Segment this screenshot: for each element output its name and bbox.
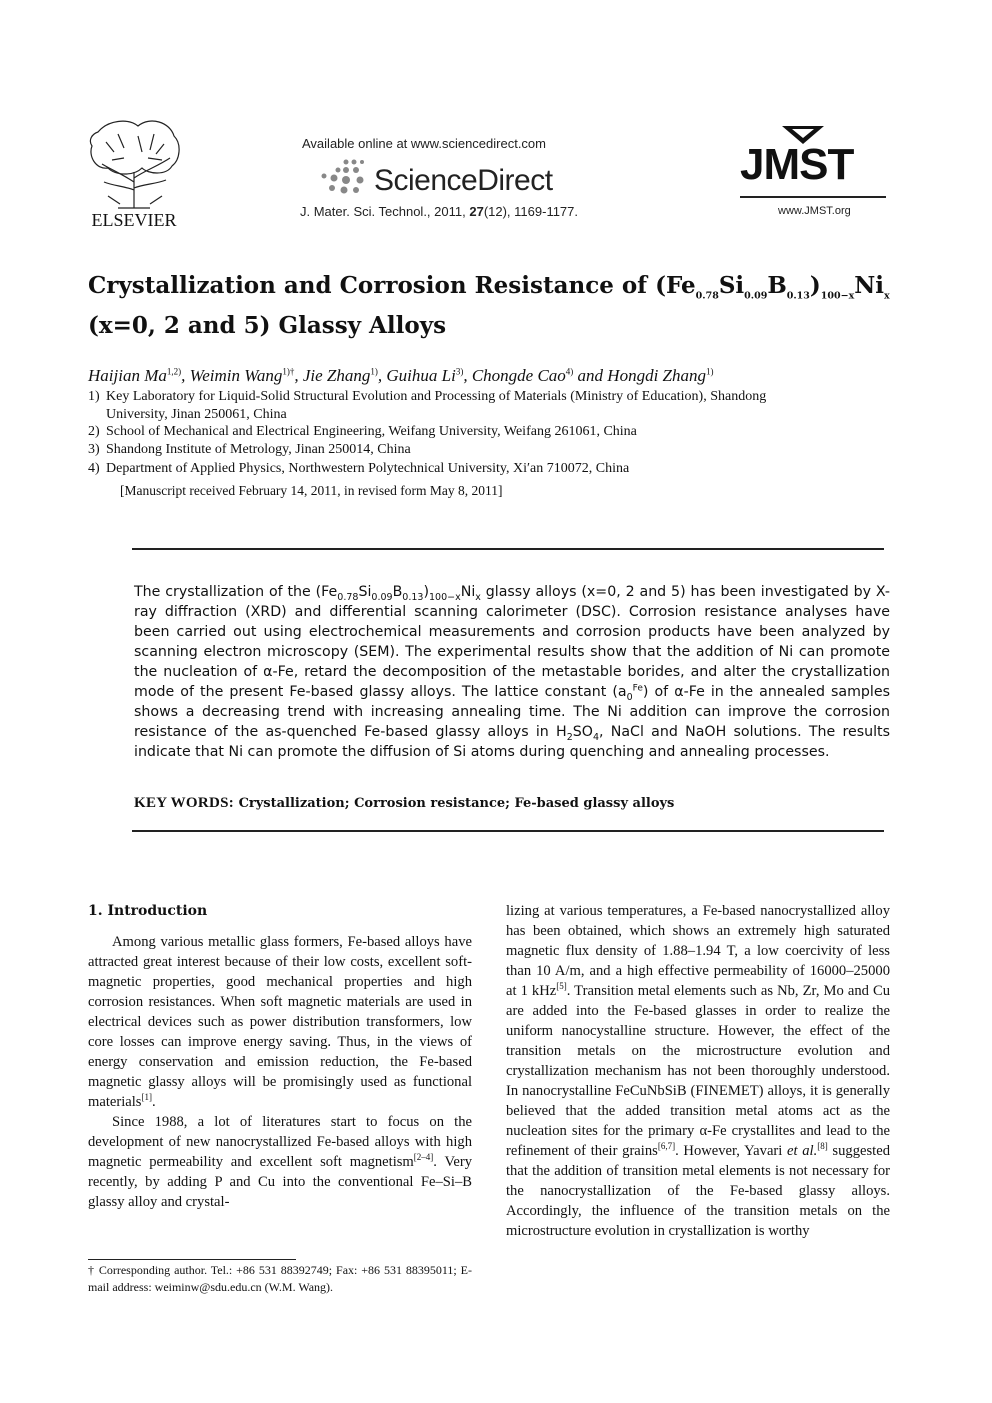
paragraph-1: Among various metallic glass formers, Fe-based alloys have attracted great interest because of their low costs, excellent soft-magnetic properties, good mechanical properties and high corrosion resistances. When soft magnetic materials are used in electrical devices such as power distribution transformers, low core losses can improve energy saving. Thus, in the views of energy conservation and emission reduction, the Fe-based magnetic glassy alloys will be promisingly used as functional materials[1].: [88, 934, 472, 1110]
author-affiliation-mark: 1)†: [282, 366, 295, 377]
affiliation-4: 4) Department of Applied Physics, Northwestern Polytechnical University, Xi′an 710072, China: [88, 461, 630, 476]
author-separator: ,: [377, 366, 387, 385]
author-name: Weimin Wang: [189, 366, 283, 385]
jmst-logo-rule: [740, 196, 886, 198]
manuscript-dates: [Manuscript received February 14, 2011, in revised form May 8, 2011]: [120, 483, 503, 498]
paragraph-2: Since 1988, a lot of literatures start to focus on the development of new nanocrystallized Fe-based alloys with high magnetic permeability and excellent soft magnetism[2–4]. Very recently, by adding P and Cu into the conventional Fe–Si–B glassy alloy and crystal-: [88, 1114, 472, 1210]
author-affiliation-mark: 1): [370, 366, 378, 377]
jmst-url: www.JMST.org: [778, 205, 851, 217]
author-separator: ,: [294, 366, 303, 385]
author-name: Haijian Ma: [88, 366, 167, 385]
abstract-bottom-rule: [132, 830, 884, 832]
affiliation-3: 3) Shandong Institute of Metrology, Jinan 250014, China: [88, 442, 411, 457]
author-affiliation-mark: 3): [455, 366, 464, 377]
author-name: Guihua Li: [386, 366, 456, 385]
abstract-top-rule: [132, 548, 884, 550]
author-list: [88, 366, 908, 386]
author-affiliation-mark: 1,2): [166, 366, 182, 377]
corresponding-author-footnote: † Corresponding author. Tel.: +86 531 88392749; Fax: +86 531 88395011; E-mail address: weiminw@sdu.edu.cn (W.M. Wang).: [88, 1263, 472, 1294]
journal-reference: [300, 204, 578, 219]
title-line-1: Crystallization and Corrosion Resistance of $(Fe_{0.78}Si_{0.09}B_{0.13})_{100-x}Ni_x$: [88, 272, 890, 302]
keywords: [134, 795, 674, 812]
author-affiliation-mark: 1): [706, 366, 714, 377]
author-separator: ,: [463, 366, 472, 385]
sciencedirect-header: [290, 130, 630, 230]
available-online-text: Available online at www.sciencedirect.com: [302, 136, 546, 151]
paper-title: [88, 266, 908, 346]
title-line-2: (x=0, 2 and 5) Glassy Alloys: [88, 312, 447, 339]
keywords-label: KEY WORDS:: [134, 795, 235, 811]
author-separator: and: [573, 366, 608, 385]
sciencedirect-dots-icon: [316, 156, 372, 196]
affiliation-1: 1) Key Laboratory for Liquid-Solid Structural Evolution and Processing of Materials (Ministry of Education), Shandong University, Jinan 250061, China: [88, 389, 767, 422]
sciencedirect-wordmark: ScienceDirect: [374, 164, 553, 197]
body-column-left: [88, 901, 472, 1212]
footnote-rule: [88, 1259, 296, 1260]
journal-ref-prefix: J. Mater. Sci. Technol., 2011,: [300, 204, 470, 219]
keywords-value: Crystallization; Corrosion resistance; Fe-based glassy alloys: [238, 796, 675, 811]
affiliation-2: 2) School of Mechanical and Electrical Engineering, Weifang University, Weifang 261061, China: [88, 424, 637, 439]
body-column-right: [506, 901, 890, 1241]
author-affiliation-mark: 4): [565, 366, 574, 377]
jmst-logo: JMST: [740, 140, 854, 189]
elsevier-logo: [78, 112, 190, 232]
author-separator: ,: [181, 366, 190, 385]
journal-ref-suffix: (12), 1169-1177.: [483, 204, 579, 219]
author-name: Hongdi Zhang: [607, 366, 707, 385]
author-name: Chongde Cao: [471, 366, 566, 385]
abstract: The crystallization of the $(Fe_{0.78}Si_{0.09}B_{0.13})_{100-x}Ni_x$ glassy alloys (x=0, 2 and 5) has been investigated by X-ray diffraction (XRD) and differential scanning calorimeter (DSC). Corrosion resistance analyses have been carried out using electrochemical measurements and corrosion products have been analyzed by scanning electron microscopy (SEM). The experimental results show that the addition of Ni can promote the nucleation of α-Fe, retard the decomposition of the metastable borides, and alter the crystallization mode of the present Fe-based glassy alloys. The lattice constant $(a_0^{Fe})$ of α-Fe in the annealed samples shows a decreasing trend with increasing annealing time. The Ni addition can improve the corrosion resistance of the as-quenched Fe-based glassy alloys in $H_2SO_4$, NaCl and NaOH solutions. The results indicate that Ni can promote the diffusion of Si atoms during quenching and annealing processes.: [134, 584, 890, 760]
paragraph-2-continued: lizing at various temperatures, a Fe-based nanocrystallized alloy has been obtained, which shows an extremely high saturated magnetic flux density of 1.88–1.94 T, a low coercivity of less than 10 A/m, and a high effective permeability of 16000–25000 at 1 kHz[5]. Transition metal elements such as Nb, Zr, Mo and Cu are added into the Fe-based glasses in order to realize the uniform nanocystalline structure. However, the effect of the transition metals on the microstructure evolution and crystallization mechanism has not been thoroughly understood. In nanocrystalline FeCuNbSiB (FINEMET) alloys, it is generally believed that the added transition metal atoms act as the nucleation sites for the primary α-Fe crystallites and lead to the refinement of their grains[6,7]. However, Yavari et al.[8] suggested that the addition of transition metal elements is not necessary for the nanocrystallization of the Fe-based glassy alloys. Accordingly, the influence of the transition metals on the microstructure evolution in crystallization is worthy: [506, 903, 890, 1239]
section-heading: 1. Introduction: [88, 903, 208, 919]
elsevier-wordmark: ELSEVIER: [91, 210, 177, 230]
journal-volume: 27: [469, 204, 484, 219]
author-name: Jie Zhang: [302, 366, 371, 385]
